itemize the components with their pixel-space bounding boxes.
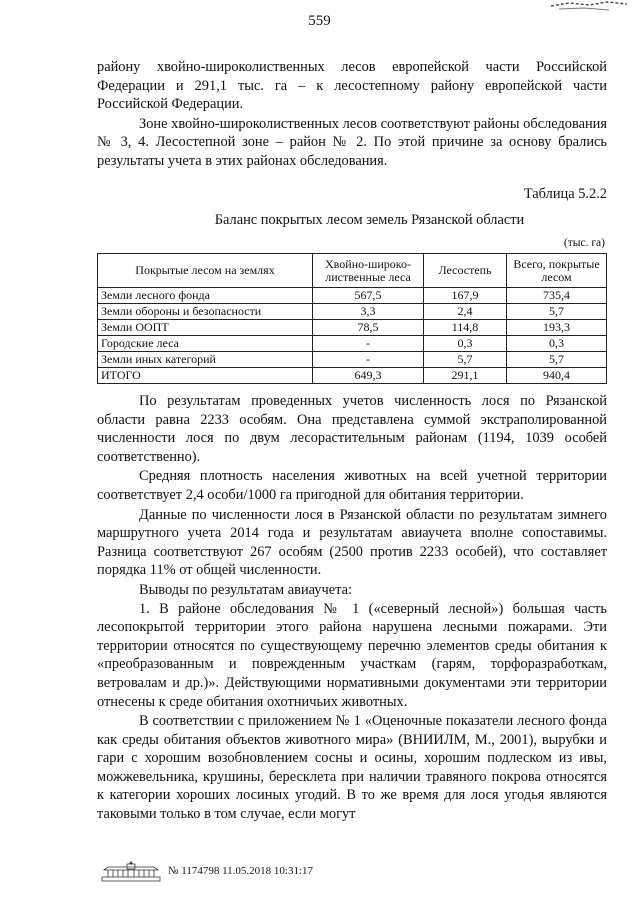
table-cell: 940,4 bbox=[507, 368, 607, 384]
table-cell: Городские леса bbox=[98, 336, 313, 352]
bottom-text-block bbox=[97, 392, 607, 824]
table-cell: 78,5 bbox=[313, 320, 424, 336]
table-cell: 5,7 bbox=[507, 352, 607, 368]
paragraph: Зоне хвойно-широколиственных лесов соответствуют районы обследования № 3, 4. Лесостепной зоне – район № 2. По этой причине за основу брались результаты учета в этих районах обследования. bbox=[97, 115, 607, 169]
table-cell: 735,4 bbox=[507, 288, 607, 304]
document-footer bbox=[100, 860, 313, 882]
table-cell: Земли лесного фонда bbox=[98, 288, 313, 304]
table-row bbox=[98, 352, 607, 368]
table-cell: 5,7 bbox=[424, 352, 507, 368]
table-cell: 567,5 bbox=[313, 288, 424, 304]
table-cell: 114,8 bbox=[424, 320, 507, 336]
table-cell: 291,1 bbox=[424, 368, 507, 384]
table-cell: 167,9 bbox=[424, 288, 507, 304]
paragraph: По результатам проведенных учетов численность лося по Рязанской области равна 2233 особям. Она представлена суммой экстраполированной численности лося по двум лесорастительным районам (1194, 1039 особей соответственно). bbox=[97, 393, 607, 465]
land-balance-table bbox=[97, 253, 607, 384]
table-row bbox=[98, 304, 607, 320]
table-cell: Земли обороны и безопасности bbox=[98, 304, 313, 320]
paragraph: 1. В районе обследования № 1 («северный лесной») большая часть лесопокрытой территории этого района нарушена лесными пожарами. Эти территории относятся по существующему перечню элементов среды обитания к «преобразованным и поврежденным участкам (гарям, торфоразработкам, ветровалам и др.)». Действующими нормативными документами эти территории отнесены к среде обитания охотничьих животных. bbox=[97, 600, 607, 710]
header-cell: Покрытые лесом на землях bbox=[98, 254, 313, 288]
table-cell: 193,3 bbox=[507, 320, 607, 336]
paragraph: В соответствии с приложением № 1 «Оценочные показатели лесного фонда как среды обитания объектов животного мира» (ВНИИЛМ, М., 2001), вырубки и гари с хорошим возобновлением сосны и осины, хорошим подлеском из ивы, можжевельника, крушины, бересклета при наличии травяного покрова относятся к категории хороших лосиных угодий. В то же время для лося угодья являются таковыми только в том случае, если могут bbox=[97, 713, 607, 823]
table-cell: 3,3 bbox=[313, 304, 424, 320]
table-total-row bbox=[98, 368, 607, 384]
table-header-row bbox=[98, 254, 607, 288]
header-cell: Всего, покрытые лесом bbox=[507, 254, 607, 288]
header-cell: Лесостепь bbox=[424, 254, 507, 288]
paragraph: Выводы по результатам авиаучета: bbox=[139, 581, 352, 598]
paragraph: району хвойно-широколиственных лесов европейской части Российской Федерации и 291,1 тыс. га – к лесостепному району европейской части Российской Федерации. bbox=[97, 59, 607, 113]
registration-stamp: № 1174798 11.05.2018 10:31:17 bbox=[168, 865, 314, 877]
table-unit: (тыс. га) bbox=[563, 237, 605, 249]
header-cell: Хвойно-широко-лиственные леса bbox=[313, 254, 424, 288]
table-cell: 0,3 bbox=[507, 336, 607, 352]
paragraph: Данные по численности лося в Рязанской области по результатам зимнего маршрутного учета 2014 года и результатам авиаучета вполне сопоставимы. Разница соответствуют 267 особям (2500 против 2233 особей), что составляет порядка 11% от общей численности. bbox=[97, 506, 607, 579]
table-row bbox=[98, 288, 607, 304]
table-label: Таблица 5.2.2 bbox=[523, 186, 607, 202]
table-cell: Земли ООПТ bbox=[98, 320, 313, 336]
table-cell: 0,3 bbox=[424, 336, 507, 352]
table-title: Баланс покрытых лесом земель Рязанской области bbox=[214, 212, 525, 228]
table-cell: ИТОГО bbox=[98, 368, 313, 384]
table-cell: 649,3 bbox=[313, 368, 424, 384]
table-row bbox=[98, 336, 607, 352]
table-cell: Земли иных категорий bbox=[98, 352, 313, 368]
table-cell: 5,7 bbox=[507, 304, 607, 320]
page-number: 559 bbox=[308, 13, 331, 29]
scan-noise-mark bbox=[549, 0, 629, 14]
table-cell: 2,4 bbox=[424, 304, 507, 320]
table-row bbox=[98, 320, 607, 336]
building-emblem-icon bbox=[100, 860, 162, 882]
table-cell: - bbox=[313, 336, 424, 352]
table-cell: - bbox=[313, 352, 424, 368]
top-text-block bbox=[97, 58, 607, 171]
paragraph: Средняя плотность населения животных на всей учетной территории соответствует 2,4 особи/1000 га пригодной для обитания территории. bbox=[97, 468, 607, 503]
